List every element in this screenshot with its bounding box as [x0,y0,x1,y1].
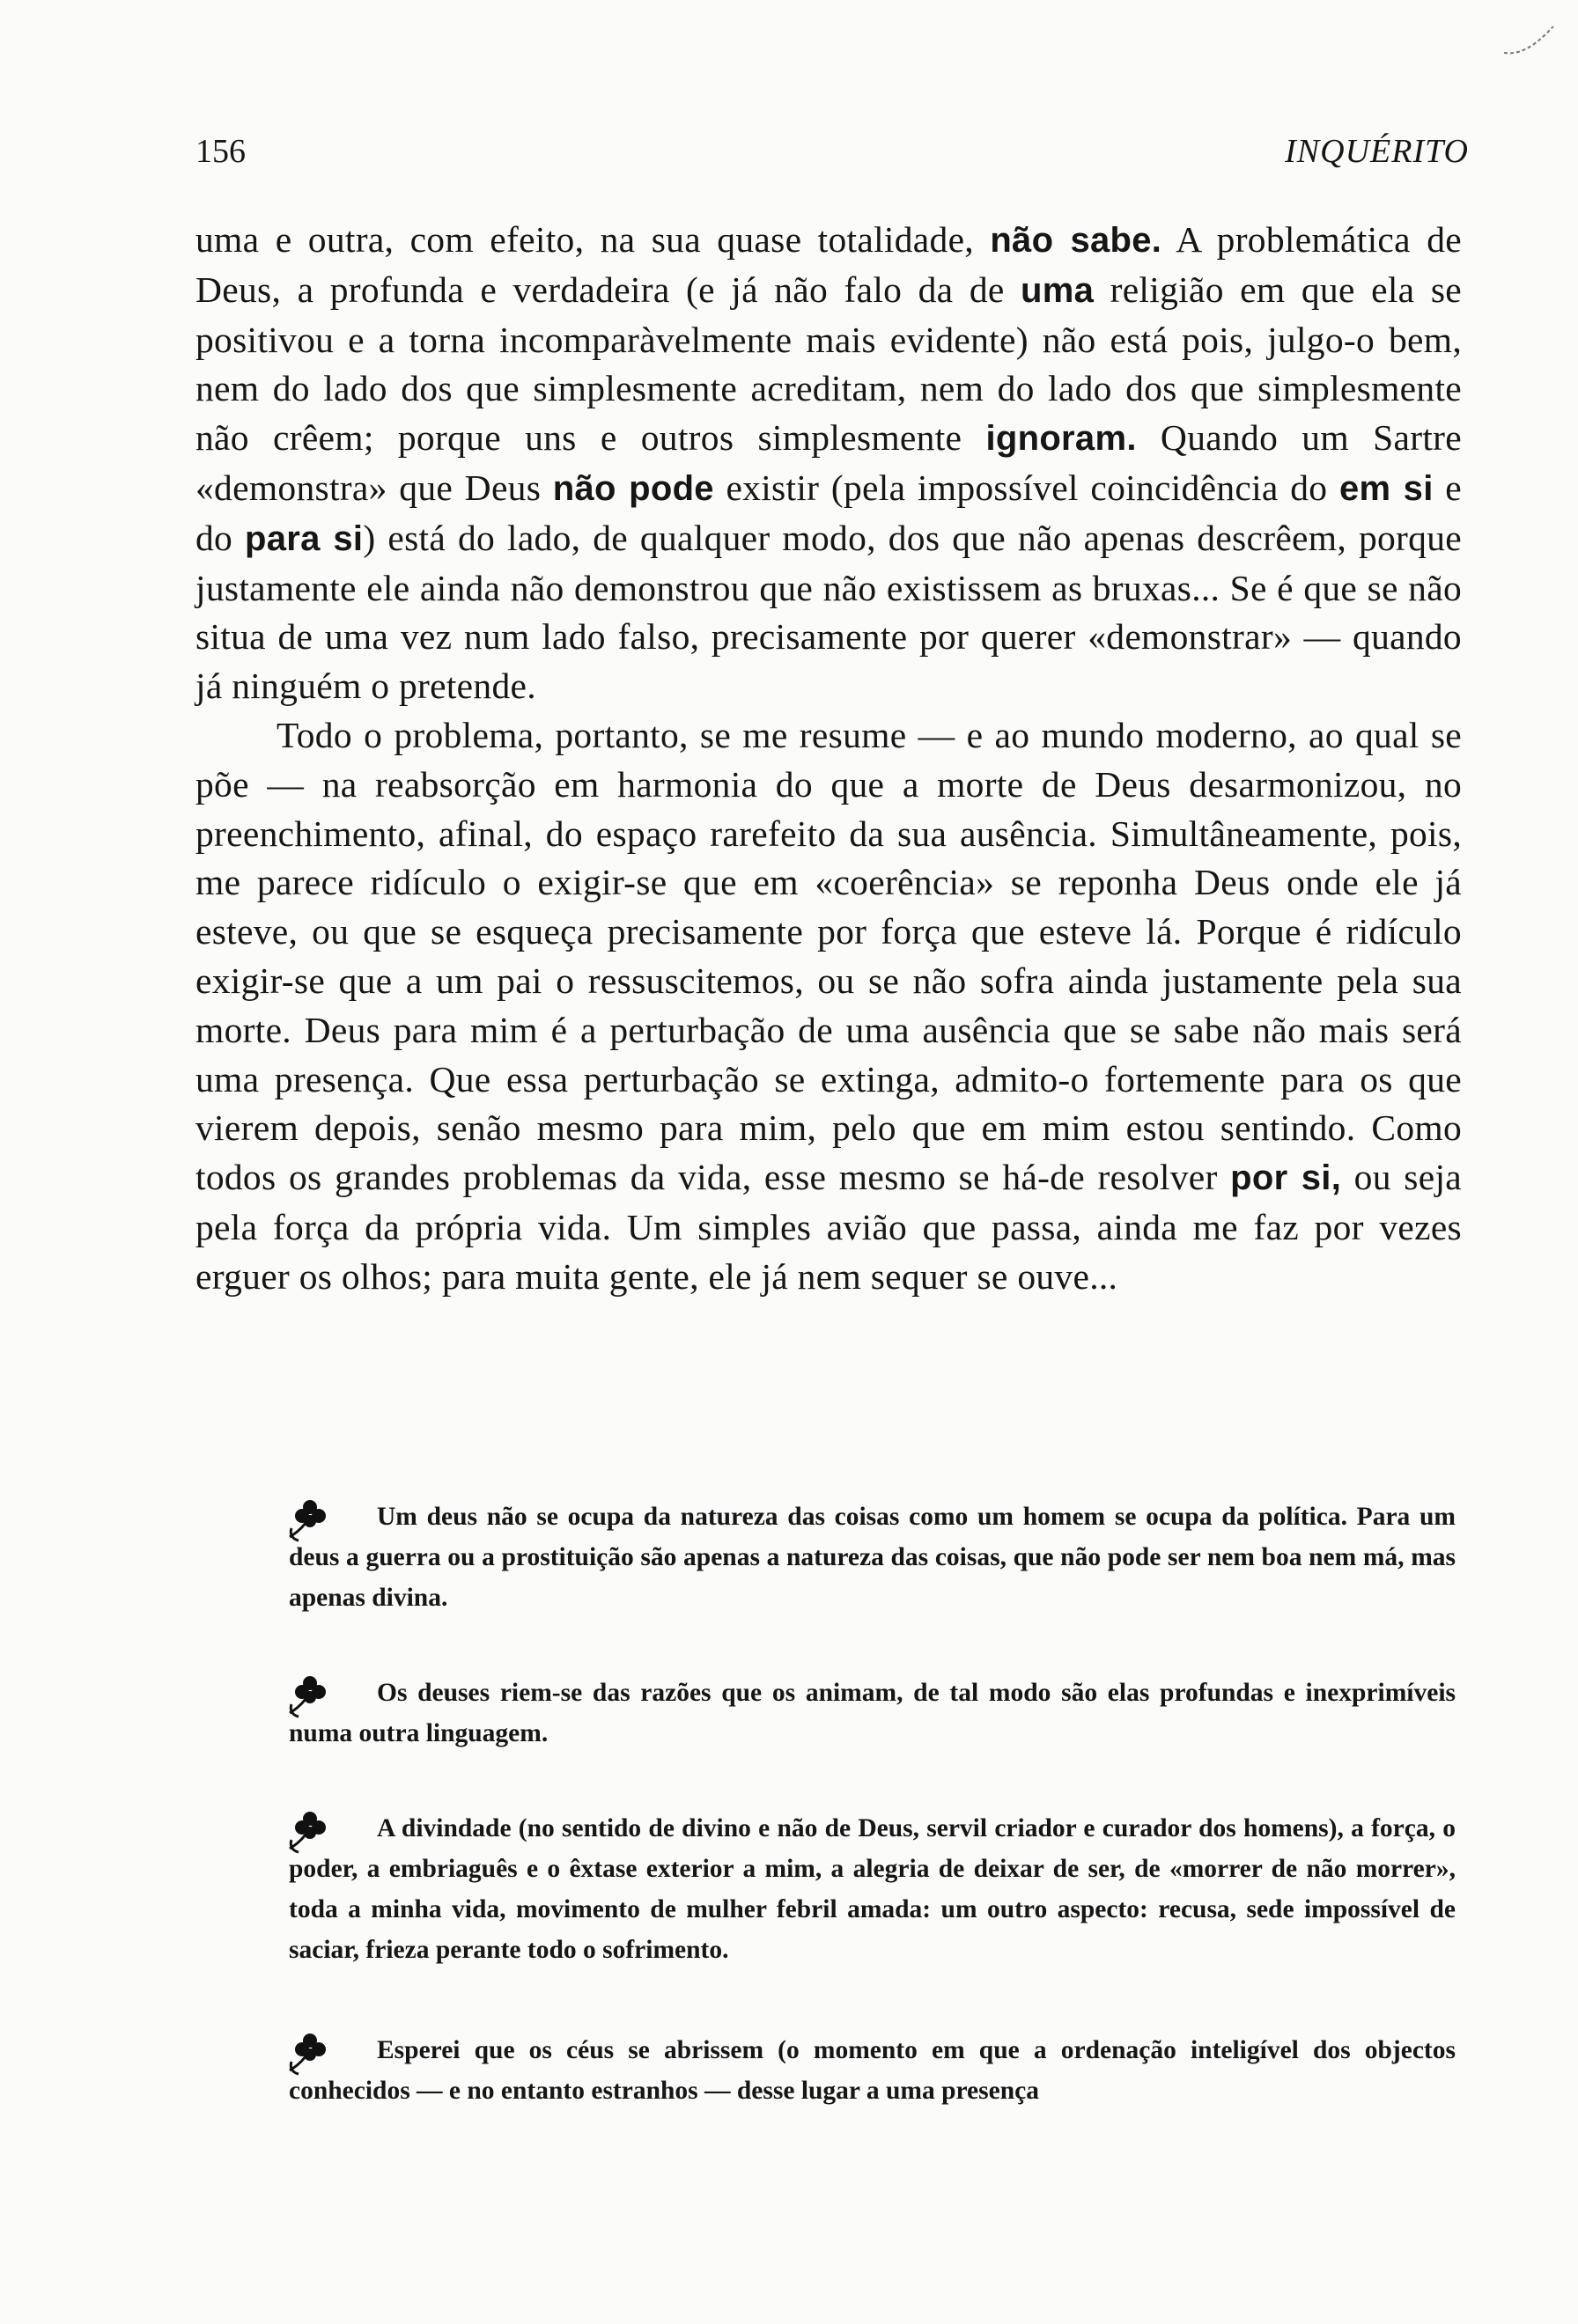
text-run: Quando um Sartre «demonstra» que Deus [195,417,1462,508]
main-text [195,216,1462,1302]
aphorism-text: Um deus não se ocupa da natureza das coisas como um homem se ocupa da política. Para um deus a guerra ou a prostituição são apenas a natureza das coisas, que não pode ser nem boa nem má, mas apenas divina. [289,1503,1456,1612]
text-run: ou seja pela força da própria vida. Um simples avião que passa, ainda me faz por vezes erguer os olhos; para muita gente, ele já nem sequer se ouve... [195,1157,1462,1297]
clover-icon [286,1673,328,1722]
aphorism-text: A divindade (no sentido de divino e não de Deus, servil criador e curador dos homens), a força, o poder, a embriaguês e o êxtase exterior a mim, a alegria de deixar de ser, de «morrer de não morrer», toda a minha vida, movimento de mulher febril amada: um outro aspecto: recusa, sede impossível de saciar, frieza perante todo o sofrimento. [289,1814,1456,1964]
text-run: Todo o problema, portanto, se me resume — e ao mundo moderno, ao qual se põe — na reabsorção em harmonia do que a morte de Deus desarmonizou, no preenchimento, afinal, do espaço rarefeito da sua ausência. Simultâneamente, pois, me parece ridículo o exigir-se que em «coerência» se reponha Deus onde ele já esteve, ou que se esqueça precisamente por força que esteve lá. Porque é ridículo exigir-se que a um pai o ressuscitemos, ou se não sofra ainda justamente pela sua morte. Deus para mim é a perturbação de uma ausência que se sabe não mais será uma presença. Que essa perturbação se extinga, admito-o fortemente para os que vierem depois, senão mesmo para mim, pelo que em mim estou sentindo. Como todos os grandes problemas da vida, esse mesmo se há-de resolver [195,714,1462,1198]
page-header [195,132,1469,185]
body-paragraph [195,216,1462,711]
text-run: ) está do lado, de qualquer modo, dos que não apenas descrêem, porque justamente ele ainda não demonstrou que não existissem as bruxas... Se é que se não situa de uma vez num lado falso, precisamente por querer «demonstrar» — quando já ninguém o pretende. [195,517,1462,707]
aphorism-text: Esperei que os céus se abrissem (o momento em que a ordenação inteligível dos objectos conhecidos — e no entanto estranhos — desse lugar a uma presença [289,2036,1456,2105]
text-run: e do [195,467,1462,558]
aphorism [289,1497,1456,1618]
bold-emphasis: para si [245,518,364,558]
text-run: uma e outra, com efeito, na sua quase totalidade, [195,219,991,260]
clover-icon [286,1808,328,1857]
aphorism [289,1808,1456,1970]
clover-icon [286,1497,328,1546]
aphorism [289,1673,1456,1754]
text-run: A problemática de Deus, a profunda e verdadeira (e já não falo da de [195,219,1462,310]
bold-emphasis: ignoram. [985,419,1137,459]
text-run: existir (pela impossível coincidência do [713,467,1339,508]
pencil-mark [1502,23,1555,58]
text-run: religião em que ela se positivou e a torna incomparàvelmente mais evidente) não está pois, julgo-o bem, nem do lado dos que simplesmente acreditam, nem do lado dos que simplesmente não crêem; porque uns e outros simplesmente [195,268,1462,459]
bold-emphasis: não sabe. [990,221,1162,260]
bold-emphasis: por si, [1230,1158,1342,1198]
bold-emphasis: não pode [552,468,714,508]
page-number: 156 [195,133,246,170]
bold-emphasis: uma [1021,270,1095,310]
aphorism-list [289,1497,1456,2166]
running-title: INQUÉRITO [1285,133,1469,170]
clover-icon [286,2030,328,2079]
aphorism-text: Os deuses riem-se das razões que os animam, de tal modo são elas profundas e inexprimíveis numa outra linguagem. [289,1679,1456,1747]
aphorism [289,2030,1456,2111]
body-paragraph [195,711,1462,1302]
bold-emphasis: em si [1338,468,1434,508]
